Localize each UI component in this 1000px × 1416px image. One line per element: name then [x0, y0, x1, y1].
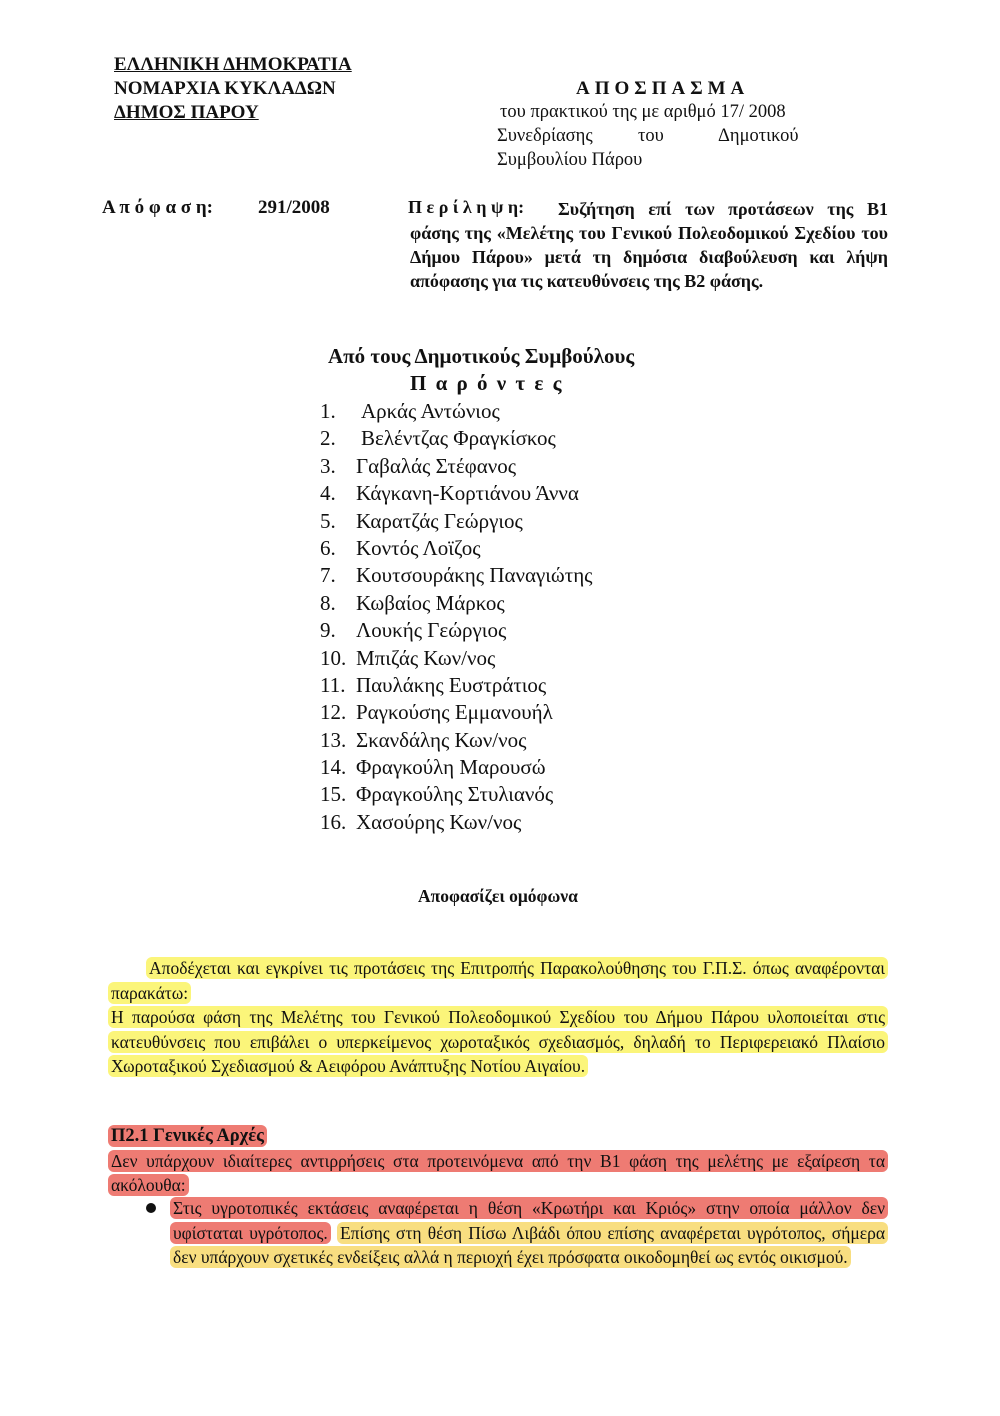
member-name: Καρατζάς Γεώργιος [356, 508, 523, 533]
member-list-item [320, 508, 593, 535]
document-title: ΑΠΟΣΠΑΣΜΑ [576, 78, 750, 99]
member-list-item [320, 809, 593, 836]
header-line-republic: ΕΛΛΗΝΙΚΗ ΔΗΜΟΚΡΑΤΙΑ [114, 54, 352, 75]
member-number: 16. [320, 809, 347, 834]
member-number: 8. [320, 590, 336, 615]
member-number: 15. [320, 782, 347, 807]
member-number: 6. [320, 535, 336, 560]
member-number: 14. [320, 755, 347, 780]
member-name: Κουτσουράκης Παναγιώτης [356, 563, 593, 588]
session-word: Συνεδρίασης [497, 126, 593, 146]
decides-unanimously: Αποφασίζει ομόφωνα [418, 886, 578, 906]
member-number: 11. [320, 672, 346, 697]
member-number: 4. [320, 481, 336, 506]
member-name: Χασούρης Κων/νος [356, 809, 522, 834]
session-municipal-word: Δημοτικού [718, 126, 799, 146]
council-line: Συμβουλίου Πάρου [497, 150, 643, 170]
member-number: 9. [320, 618, 336, 643]
member-list-item [320, 645, 593, 672]
summary-text: Συζήτηση επί των προτάσεων της Β1 φάσης της «Μελέτης του Γενικού Πολεοδομικού Σχεδίου του Δήμου Πάρου» μετά τη δημόσια διαβούλευση και λήψη απόφασης για τις κατευθύνσεις της Β2 φάσης. [410, 199, 888, 291]
member-name: Γαβαλάς Στέφανος [356, 453, 517, 478]
member-list-item [320, 535, 593, 562]
member-list-item [320, 398, 593, 425]
member-name: Κάγκανη-Κορτιάνου Άννα [356, 481, 579, 506]
member-name: Κοντός Λοϊζος [356, 535, 481, 560]
member-name: Φραγκούλη Μαρουσώ [356, 755, 546, 780]
header-line-municipality: ΔΗΜΟΣ ΠΑΡΟΥ [114, 102, 259, 123]
member-number: 13. [320, 727, 347, 752]
section-general-principles [108, 1123, 888, 1198]
member-number: 5. [320, 508, 336, 533]
member-name: Μπιζάς Κων/νος [356, 645, 496, 670]
member-name: Βελέντζας Φραγκίσκος [361, 426, 556, 451]
member-list-item [320, 727, 593, 754]
member-list-item [320, 672, 593, 699]
paragraph-current-phase [108, 1005, 888, 1079]
member-name: Λουκής Γεώργιος [356, 618, 507, 643]
member-list-item [320, 617, 593, 644]
member-name: Φραγκούλης Στυλιανός [356, 782, 554, 807]
member-list-item [320, 781, 593, 808]
paragraph-current-phase-text: Η παρούσα φάση της Μελέτης του Γενικού Πολεοδομικού Σχεδίου του Δήμου Πάρου υλοποιείται στις κατευθύνσεις που επιβάλει ο υπερκείμενος χωροταξικός σχεδιασμός, δηλαδή το Περιφερειακό Πλαίσιο Χωροταξικού Σχεδιασμού & Αειφόρου Ανάπτυξης Νοτίου Αιγαίου. [108, 1006, 888, 1077]
minutes-line: του πρακτικού της με αριθμό 17/ 2008 [500, 102, 786, 122]
summary-label: Π ε ρ ί λ η ψ η: [408, 197, 525, 217]
decision-number: 291/2008 [258, 197, 330, 218]
member-number: 7. [320, 563, 336, 588]
paragraph-accepts-text: Αποδέχεται και εγκρίνει τις προτάσεις της Επιτροπής Παρακολούθησης του Γ.Π.Σ. όπως αναφέρονται παρακάτω: [108, 957, 888, 1004]
members-list [320, 398, 593, 836]
decision-label: Α π ό φ α σ η: [102, 197, 213, 218]
member-number: 3. [320, 453, 336, 478]
bullet-wetlands-red-text: Στις υγροτοπικές εκτάσεις αναφέρεται η θέση «Κρωτήρι και Κριός» στην οποία μάλλον δεν υφίσταται υγρότοπος. [170, 1197, 888, 1244]
members-heading: Από τους Δημοτικούς Συμβούλους [328, 344, 635, 368]
member-name: Σκανδάλης Κων/νος [356, 727, 527, 752]
bullet-wetlands-yellow-text: Επίσης στη θέση Πίσω Λιβάδι όπου επίσης αναφέρεται υγρότοπος, σήμερα δεν υπάρχουν σχετικές ενδείξεις αλλά η περιοχή έχει πρόσφατα οικοδομηθεί ως εντός οικισμού. [170, 1222, 888, 1269]
session-of-word: του [638, 126, 664, 146]
paragraph-accepts [108, 956, 888, 1005]
member-list-item [320, 699, 593, 726]
member-name: Κωβαίος Μάρκος [356, 590, 505, 615]
header-line-prefecture: ΝΟΜΑΡΧΙΑ ΚΥΚΛΑΔΩΝ [114, 78, 336, 99]
section-intro: Δεν υπάρχουν ιδιαίτερες αντιρρήσεις στα προτεινόμενα από την Β1 φάση της μελέτης με εξαίρεση τα ακόλουθα: [108, 1150, 888, 1197]
member-number: 12. [320, 700, 347, 725]
member-list-item [320, 453, 593, 480]
bullet-wetlands [170, 1196, 888, 1270]
member-list-item [320, 754, 593, 781]
member-name: Ραγκούσης Εμμανουήλ [356, 700, 553, 725]
section-title: Π2.1 Γενικές Αρχές [108, 1125, 267, 1147]
bullet-icon [146, 1203, 156, 1213]
member-number: 2. [320, 426, 336, 451]
present-label: Π α ρ ό ν τ ε ς [410, 371, 564, 395]
member-number: 10. [320, 645, 347, 670]
member-name: Αρκάς Αντώνιος [361, 399, 500, 423]
member-name: Παυλάκης Ευστράτιος [356, 672, 547, 697]
member-number: 1. [320, 399, 336, 423]
member-list-item [320, 590, 593, 617]
member-list-item [320, 480, 593, 507]
member-list-item [320, 425, 593, 452]
member-list-item [320, 562, 593, 589]
